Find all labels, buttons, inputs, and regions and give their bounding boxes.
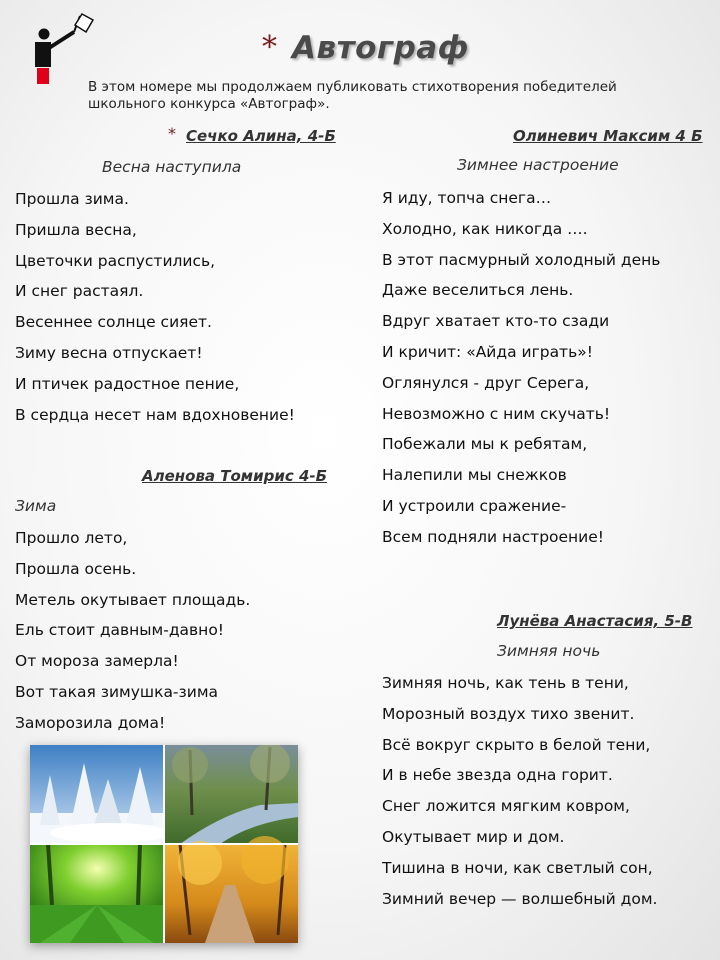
poem-line: Налепили мы снежков [382, 466, 567, 485]
summer-photo [30, 844, 164, 943]
poem-line: Морозный воздух тихо звенит. [382, 704, 635, 723]
spring-photo [164, 745, 298, 844]
poem-2-author: Аленова Томирис 4-Б [142, 467, 328, 485]
poem-line: Побежали мы к ребятам, [382, 435, 588, 454]
poem-1-author: Сечко Алина, 4-Б [186, 127, 336, 145]
poem-line: Оглянулся - друг Серега, [382, 373, 590, 392]
poem-line: Холодно, как никогда …. [382, 219, 588, 238]
poem-line: Всем подняли настроение! [382, 527, 605, 546]
poem-line: Даже веселиться лень. [382, 281, 574, 300]
poem-line: Прошло лето, [15, 529, 128, 547]
poem-line: И птичек радостное пение, [15, 374, 240, 393]
intro-text: В этом номере мы продолжаем публиковать стихотворения победителей школьного конкурса «Автограф». [88, 79, 617, 112]
poem-line: Снег ложится мягким ковром, [382, 797, 630, 816]
poem-line: Зимний вечер — волшебный дом. [382, 889, 658, 908]
poem-4-title: Зимняя ночь [497, 642, 601, 660]
poem-4-author: Лунёва Анастасия, 5-В [497, 612, 693, 630]
poem-line: Цветочки распустились, [15, 251, 216, 270]
poem-1-lines [15, 184, 295, 430]
poem-line: Зиму весна отпускает! [15, 343, 203, 362]
poem-line: И кричит: «Айда играть»! [382, 342, 593, 361]
poem-line: Я иду, топча снега… [382, 189, 552, 207]
poem-line: Зимняя ночь, как тень в тени, [382, 674, 629, 692]
poem-3-author: Олиневич Максим 4 Б [513, 127, 703, 145]
poem-line: Окутывает мир и дом. [382, 827, 565, 846]
poem-line: Тишина в ночи, как светлый сон, [382, 858, 653, 877]
poem-line: Вот такая зимушка-зима [15, 682, 219, 701]
seasons-collage [30, 745, 298, 943]
poem-line: Невозможно с ним скучать! [382, 404, 611, 423]
poem-line: И снег растаял. [15, 282, 144, 301]
poem-4-lines [382, 668, 657, 914]
poem-line: И устроили сражение- [382, 496, 567, 515]
poem-3-title: Зимнее настроение [457, 156, 619, 174]
poem-line: Прошла зима. [15, 190, 129, 208]
poem-line: Пришла весна, [15, 220, 137, 239]
poem-line: Метель окутывает площадь. [15, 590, 251, 609]
poem-2-title: Зима [15, 497, 57, 515]
poem-line: В этот пасмурный холодный день [382, 250, 661, 269]
poem-2-lines [15, 523, 250, 739]
title-star: * [262, 30, 277, 65]
poem-line: Заморозила дома! [15, 713, 166, 732]
poem-line: Всё вокруг скрыто в белой тени, [382, 735, 651, 754]
poem-3-lines [382, 183, 660, 553]
poem-line: В сердца несет нам вдохновение! [15, 405, 295, 424]
autumn-photo [164, 836, 298, 943]
poem-1-title: Весна наступила [102, 158, 242, 176]
poem-line: Вдруг хватает кто-то сзади [382, 312, 610, 331]
poem-line: Прошла осень. [15, 559, 137, 578]
winter-photo [30, 745, 170, 844]
poem-line: Ель стоит давным-давно! [15, 621, 225, 640]
poem-line: Весеннее солнце сияет. [15, 313, 212, 332]
author-star: * [168, 124, 176, 143]
poem-line: И в небе звезда одна горит. [382, 766, 613, 785]
page-title: Автограф [292, 30, 469, 66]
poem-line: От мороза замерла! [15, 652, 179, 671]
